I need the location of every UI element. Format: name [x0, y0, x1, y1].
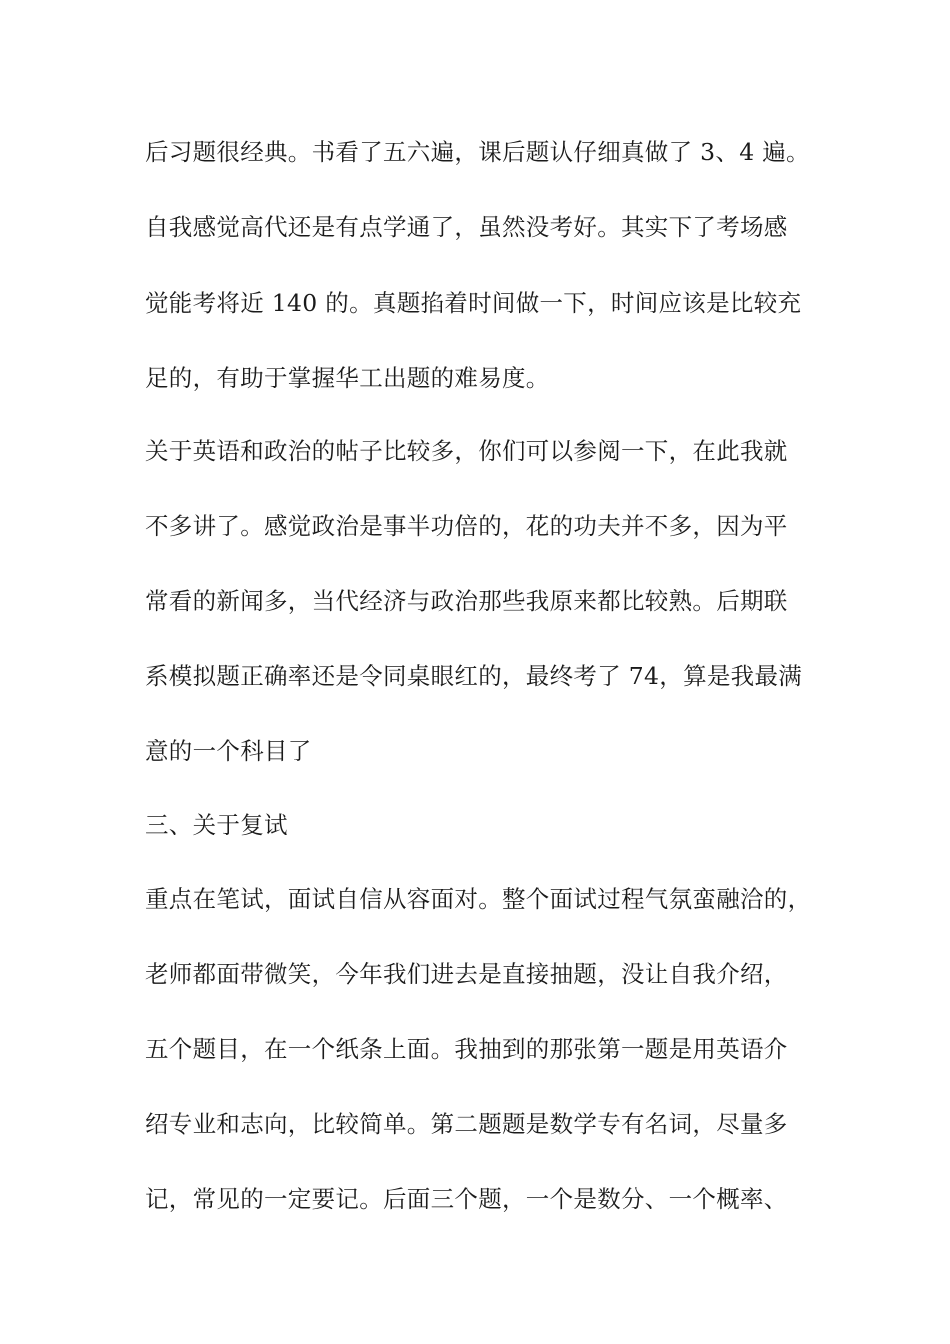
text-line: 后习题很经典。书看了五六遍，课后题认仔细真做了 3、4 遍。	[145, 138, 810, 166]
paragraph-start-line: 关于英语和政治的帖子比较多，你们可以参阅一下，在此我就	[145, 437, 788, 465]
paragraph-start-line: 重点在笔试，面试自信从容面对。整个面试过程气氛蛮融洽的，	[145, 885, 812, 913]
text-line: 自我感觉高代还是有点学通了，虽然没考好。其实下了考场感	[145, 213, 788, 241]
text-line: 老师都面带微笑，今年我们进去是直接抽题，没让自我介绍，	[145, 960, 788, 988]
text-line: 记，常见的一定要记。后面三个题，一个是数分、一个概率、	[145, 1185, 788, 1213]
text-line: 觉能考将近 140 的。真题掐着时间做一下，时间应该是比较充	[145, 289, 802, 317]
text-line: 常看的新闻多，当代经济与政治那些我原来都比较熟。后期联	[145, 587, 788, 615]
text-line: 系模拟题正确率还是令同桌眼红的，最终考了 74，算是我最满	[145, 662, 803, 690]
text-line: 绍专业和志向，比较简单。第二题题是数学专有名词，尽量多	[145, 1110, 788, 1138]
text-line: 不多讲了。感觉政治是事半功倍的，花的功夫并不多，因为平	[145, 512, 788, 540]
text-line: 意的一个科目了	[145, 737, 312, 765]
text-line: 五个题目，在一个纸条上面。我抽到的那张第一题是用英语介	[145, 1035, 788, 1063]
text-line: 足的，有助于掌握华工出题的难易度。	[145, 364, 550, 392]
section-heading: 三、关于复试	[145, 811, 288, 839]
